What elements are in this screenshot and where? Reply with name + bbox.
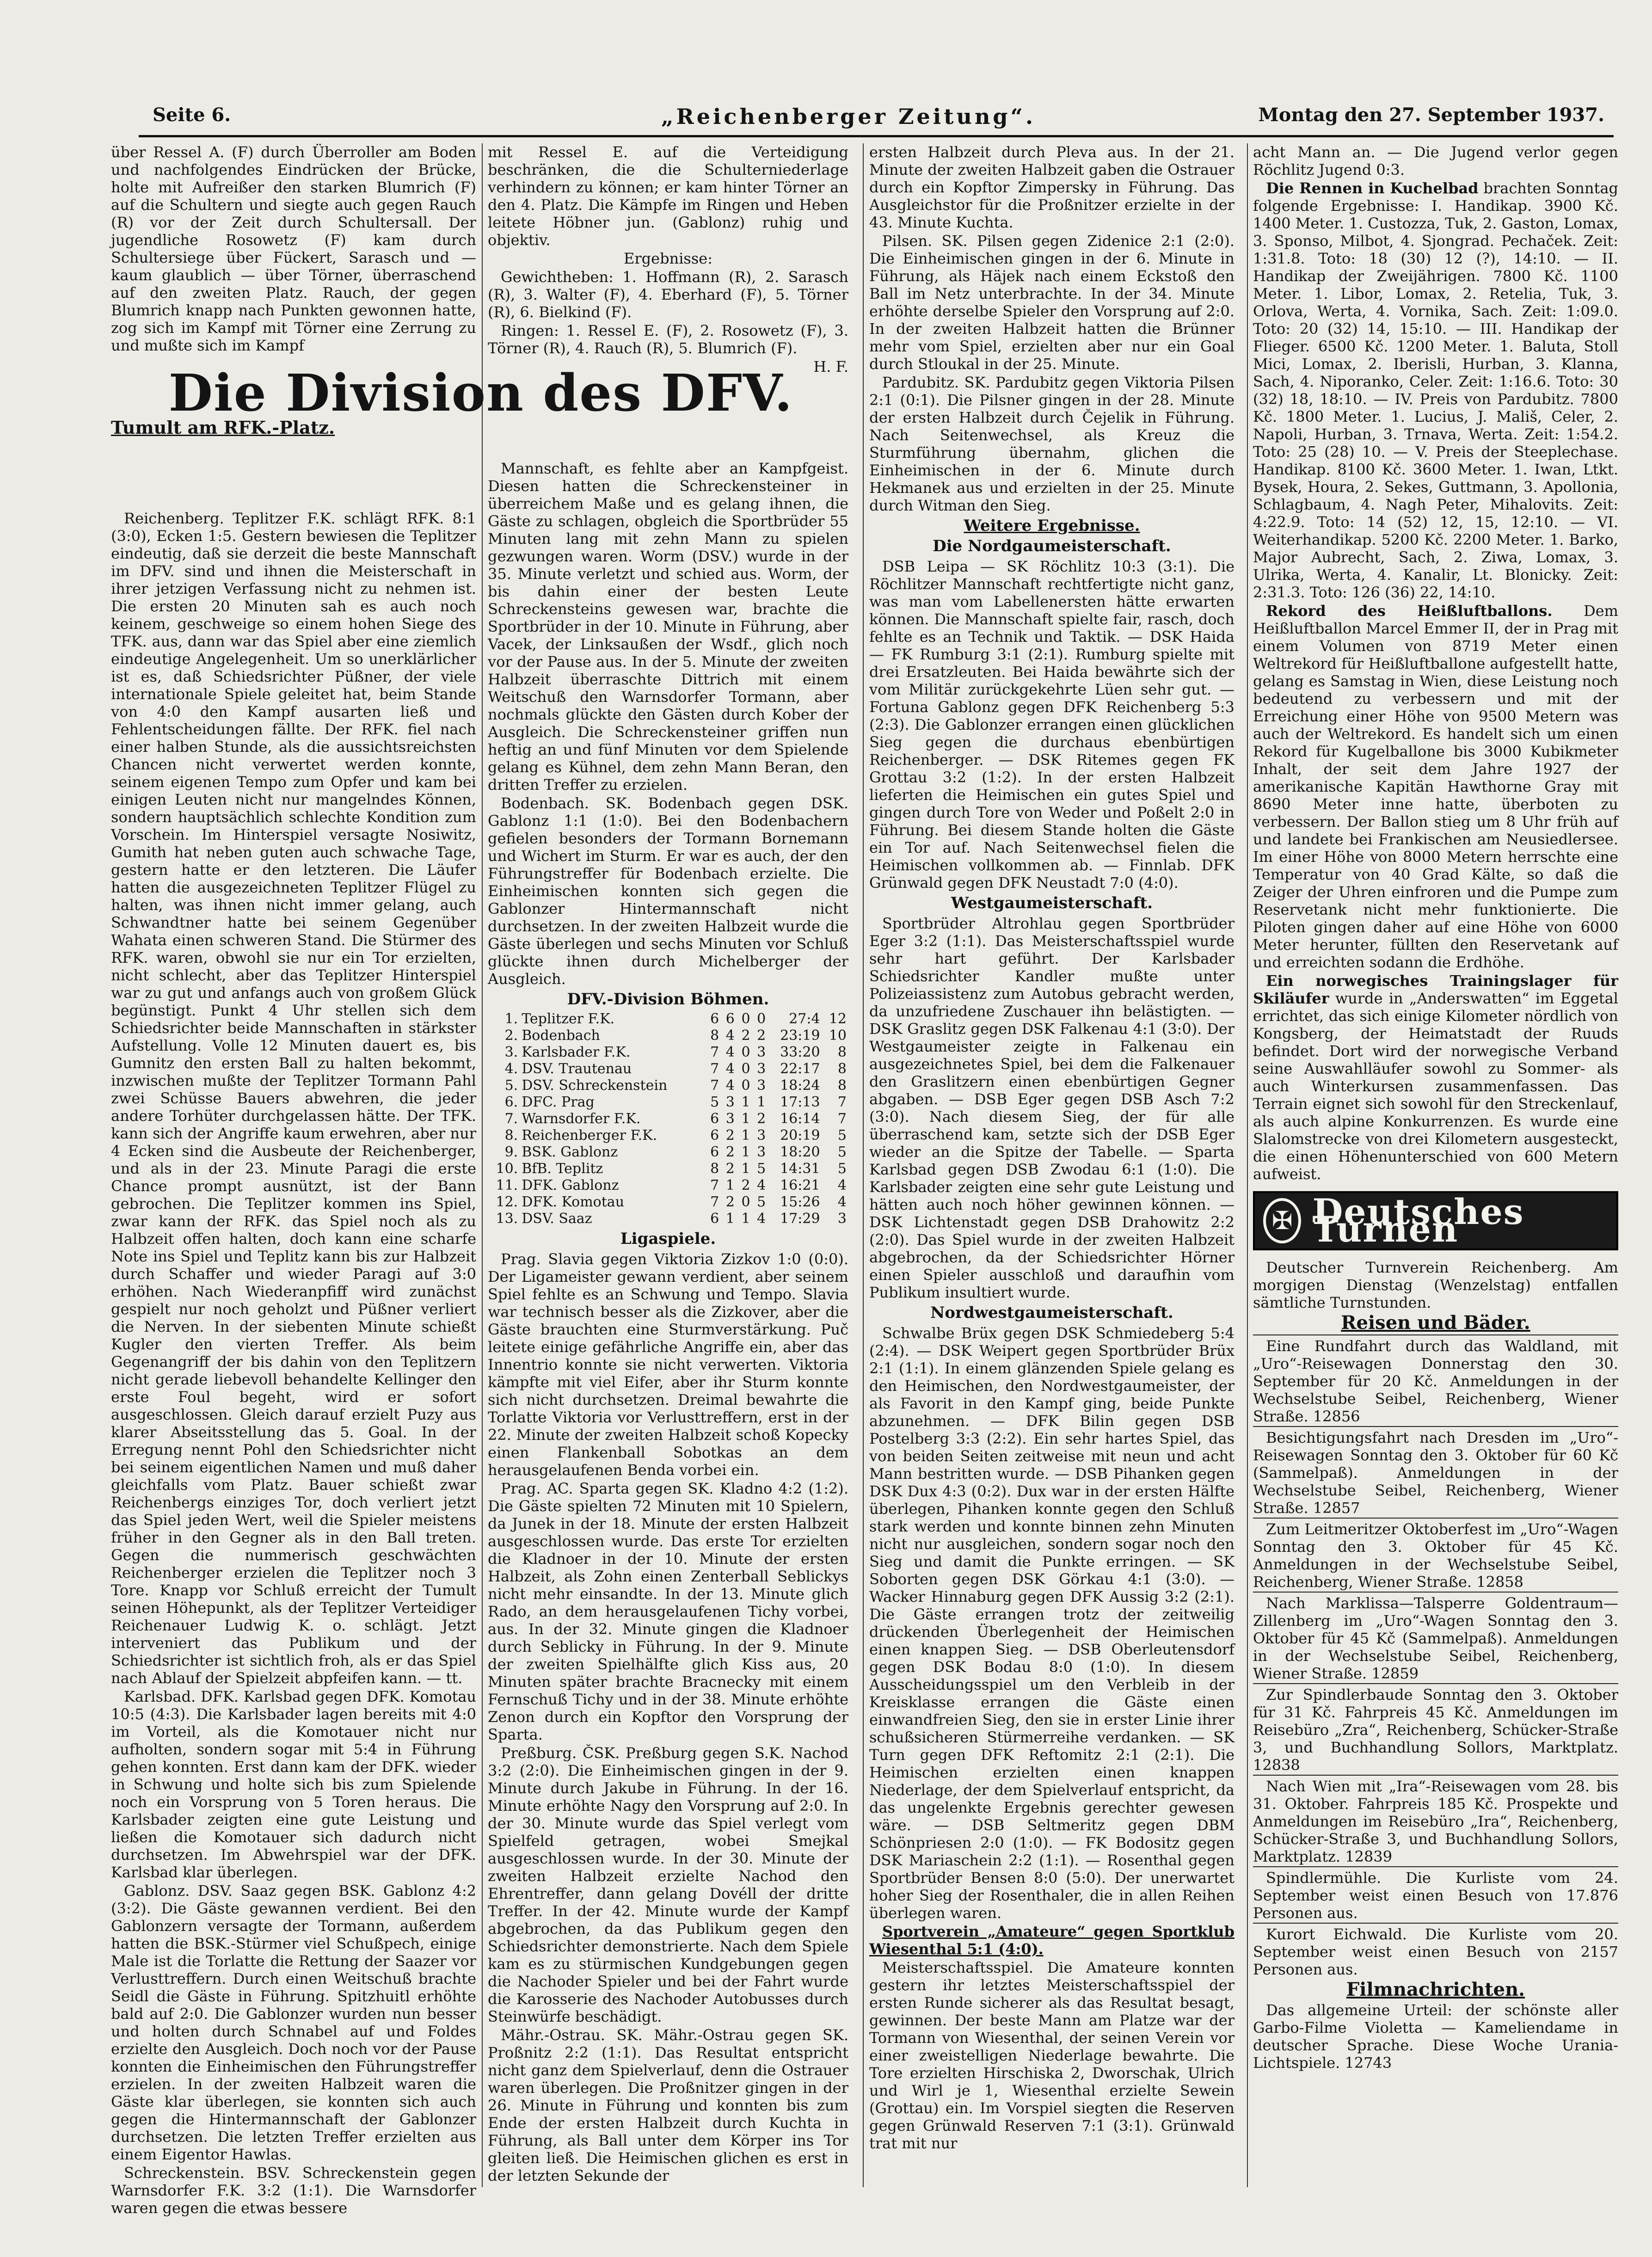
table-cell: 4 <box>725 1044 735 1060</box>
table-cell: 4 <box>837 1194 847 1210</box>
issue-date: Montag den 27. September 1937. <box>1258 104 1604 126</box>
results-signature: H. F. <box>813 358 848 375</box>
article-paragraph: Preßburg. ČSK. Preßburg gegen S.K. Nachod 3:2 (2:0). Die Einheimischen gingen in der 9. Minute durch Jakube in Führung. In der 16. Minute erhöhte Nagy den Vorsprung auf 2:0. In der 30. Minute wurde das Spiel verlegt vom Spielfeld getragen, wobei Smejkal ausgeschlossen wurde. In der 30. Minute der zweiten Halbzeit erzielte Nachod den Ehrentreffer, dann gelang Dovéll der dritte Treffer. In der 42. Minute wurde der Kampf abgebrochen, da das Publikum gegen den Schiedsrichter demonstrierte. Nach dem Spiele kam es zu stürmischen Kundgebungen gegen die Nachoder Spieler und bei der Fahrt wurde die Karosserie des Nachoder Autobusses durch Steinwürfe beschädigt. <box>488 1744 848 2025</box>
table-cell: 1 <box>741 1161 750 1177</box>
table-cell: Karlsbader F.K. <box>522 1044 631 1060</box>
travel-notice: Besichtigungsfahrt nach Dresden im „Uro“-Reisewagen Sonntag den 3. Oktober für 60 Kč (Sammelpaß). Anmeldungen in der Wechselstube Seibel, Reichenberg, Wiener Straße. 12857 <box>1253 1426 1618 1517</box>
table-cell: 5 <box>757 1161 766 1177</box>
article-paragraph: Mähr.-Ostrau. SK. Mähr.-Ostrau gegen SK. Proßnitz 2:2 (1:1). Das Resultat entspricht nicht ganz dem Spielverlauf, denn die Ostrauer waren überlegen. Die Proßnitzer gingen in der 26. Minute in Führung und konnten bis zum Ende der ersten Halbzeit durch Kuchta in Führung, als Ball unter dem Körper ins Tor gleiten ließ. Die Heimischen glichen es erst in der letzten Sekunde der <box>488 2026 848 2184</box>
article-paragraph: Schreckenstein. BSV. Schreckenstein gegen Warnsdorfer F.K. 3:2 (1:1). Die Warnsdorfer waren gegen die etwas bessere <box>111 2164 476 2217</box>
table-cell: 12 <box>829 1011 847 1027</box>
table-cell: 1 <box>725 1177 735 1193</box>
table-cell: 3 <box>725 1094 735 1110</box>
table-title: DFV.-Division Böhmen. <box>567 990 769 1009</box>
table-cell: 8 <box>837 1061 847 1077</box>
continued-text: mit Ressel E. auf die Verteidigung beschränken, die die Schulterniederlage verhindern zu können; er kam hinter Törner an den 4. Platz. Die Kämpfe im Ringen und Heben leitete Höbner jun. (Gablonz) ruhig und objektiv. <box>488 143 848 249</box>
table-cell: 7 <box>710 1061 719 1077</box>
table-cell: 8 <box>837 1044 847 1060</box>
table-cell: 0 <box>741 1061 750 1077</box>
table-cell: 1. <box>504 1011 518 1027</box>
table-row <box>488 1161 848 1177</box>
table-cell: 2 <box>757 1027 766 1044</box>
table-cell: 18:20 <box>780 1144 820 1160</box>
table-cell: 3. <box>504 1044 518 1060</box>
table-cell: 3 <box>757 1144 766 1160</box>
table-cell: 5 <box>837 1161 847 1177</box>
column-divider <box>482 143 483 2187</box>
table-cell: 6 <box>725 1011 735 1027</box>
table-cell: BfB. Teplitz <box>522 1161 603 1177</box>
table-cell: 0 <box>757 1011 766 1027</box>
travel-notice: Nach Marklissa—Talsperre Goldentraum—Zillenberg im „Uro“-Wagen Sonntag den 3. Oktober für 45 Kč (Sammelpaß). Anmeldungen in der Wechselstube Seibel, Reichenberg, Wiener Straße. 12859 <box>1253 1592 1618 1682</box>
turner-cross-icon: ✠ <box>1263 1198 1301 1243</box>
table-row <box>488 1077 848 1094</box>
table-cell: 22:17 <box>780 1061 820 1077</box>
table-cell: 3 <box>757 1061 766 1077</box>
race-heading: Die Rennen in Kuchelbad <box>1266 179 1479 197</box>
table-cell: DSV. Schreckenstein <box>522 1077 668 1094</box>
table-cell: 6 <box>710 1127 719 1144</box>
article-paragraph: Prag. AC. Sparta gegen SK. Kladno 4:2 (1:2). Die Gäste spielten 72 Minuten mit 10 Spielern, da Junek in der 18. Minute der ersten Halbzeit ausgeschlossen wurde. Das erste Tor erzielten die Kladnoer in der 10. Minute der ersten Halbzeit, als Zohn einen Zenterball Seblickys nicht mehr einsandte. In der 13. Minute glich Rado, an dem herausgelaufenen Tichy vorbei, aus. In der 32. Minute gingen die Kladnoer durch Seblicky in Führung. In der 9. Minute der zweiten Spielhälfte glich Kiss aus, 20 Minuten später brachte Bracnecky mit einem Fernschuß Tichy und in der 38. Minute erhöhte Zenon durch ein Kopftor den Vorsprung der Sparta. <box>488 1480 848 1743</box>
table-cell: 3 <box>725 1111 735 1127</box>
table-row <box>488 1177 848 1194</box>
table-cell: DSV. Saaz <box>522 1211 592 1227</box>
article-paragraph: Pardubitz. SK. Pardubitz gegen Viktoria Pilsen 2:1 (0:1). Die Pilsner gingen in der 28. Minute der ersten Halbzeit durch Čejelik in Führung. Nach Seitenwechsel, als Kreuz die Sturmführung übernahm, glichen die Einheimischen in der 6. Minute durch Hekmanek aus und erzielten in der 25. Minute durch Witman den Sieg. <box>869 374 1234 514</box>
table-cell: 10 <box>829 1027 847 1044</box>
table-cell: 6 <box>710 1211 719 1227</box>
table-cell: 0 <box>741 1077 750 1094</box>
table-cell: 1 <box>741 1094 750 1110</box>
section-banner <box>1253 1191 1618 1250</box>
table-cell: 5 <box>837 1127 847 1144</box>
table-cell: 3 <box>757 1077 766 1094</box>
table-row <box>488 1011 848 1027</box>
results-weightlifting: Gewichtheben: 1. Hoffmann (R), 2. Sarasch (R), 3. Walter (F), 4. Eberhard (F), 5. Törner (R), 6. Bielkind (F). <box>488 268 848 321</box>
table-cell: 8 <box>710 1027 719 1044</box>
subsection-heading: Nordwestgaumeisterschaft. <box>930 1304 1173 1322</box>
table-row <box>488 1094 848 1111</box>
league-table <box>488 1011 848 1227</box>
table-cell: 7 <box>837 1094 847 1110</box>
table-cell: 7 <box>710 1044 719 1060</box>
article-paragraph: Gablonz. DSV. Saaz gegen BSK. Gablonz 4:2 (3:2). Die Gäste gewannen verdient. Bei den Gablonzern versagte der Tormann, außerdem hatten die BSK.-Stürmer viel Schußpech, einige Male ist die Torlatte die Rettung der Saazer vor Verlusttreffern. Durch einen Weitschuß brachte Seidl die Gäste in Führung. Spitzhuitl erhöhte bald auf 2:0. Die Gablonzer wurden nun besser und holten durch Schnabel auf und Foldes erzielte den Ausgleich. Doch noch vor der Pause konnten die Einheimischen den Führungstreffer erzielen. In der zweiten Halbzeit waren die Gäste klar überlegen, sie konnten sich auch gegen die Hintermannschaft der Gablonzer durchsetzen. Die letzten Treffer erzielten aus einem Eigentor Hawlas. <box>111 1882 476 2163</box>
table-cell: 2 <box>725 1161 735 1177</box>
table-row <box>488 1194 848 1211</box>
table-row <box>488 1027 848 1044</box>
table-cell: 11. <box>496 1177 518 1193</box>
page-header <box>153 104 1604 132</box>
table-row <box>488 1211 848 1227</box>
column-divider <box>863 143 864 2187</box>
section-heading: Reisen und Bäder. <box>1341 1312 1530 1334</box>
table-cell: Bodenbach <box>522 1027 600 1044</box>
table-row <box>488 1111 848 1127</box>
table-cell: BSK. Gablonz <box>522 1144 618 1160</box>
table-cell: 2. <box>504 1027 518 1044</box>
section-heading: Filmnachrichten. <box>1346 1979 1525 2000</box>
table-cell: 13. <box>496 1211 518 1227</box>
table-cell: DFK. Komotau <box>522 1194 625 1210</box>
table-cell: 6 <box>710 1144 719 1160</box>
table-cell: DFC. Prag <box>522 1094 595 1110</box>
table-cell: 16:14 <box>780 1111 820 1127</box>
continued-text: acht Mann an. — Die Jugend verlor gegen Röchlitz Jugend 0:3. <box>1253 143 1618 178</box>
table-cell: 0 <box>741 1194 750 1210</box>
spa-notice: Spindlermühle. Die Kurliste vom 24. September weist einen Besuch von 17.876 Personen aus. <box>1253 1866 1618 1922</box>
table-cell: 3 <box>757 1044 766 1060</box>
ski-text: wurde in „Anderswatten“ im Eggetal errichtet, das sich einige Kilometer nördlich von Kongsberg, der Heimatstadt der Ruuds befindet. Dort wird der norwegische Verband seine Auswahlläufer sowohl zu Sommer- als auch Winterkursen zusammenfassen. Das Terrain eignet sich sowohl für den Streckenlauf, als auch alpine Konkurrenzen. Es wurde eine Slalomstrecke von drei Kilometern ausgesteckt, die einen Höhenunterschied von 600 Metern aufweist. <box>1253 990 1619 1183</box>
article-paragraph: Reichenberg. Teplitzer F.K. schlägt RFK. 8:1 (3:0), Ecken 1:5. Gestern bewiesen die Teplitzer eindeutig, daß sie derzeit die beste Mannschaft im DFV. sind und ihnen die Meisterschaft in ihrer jetzigen Verfassung nicht zu nehmen ist. Die ersten 20 Minuten sah es auch noch keinem, geschweige so einem hohen Siege des TFK. aus, dann war das Spiel aber eine ziemlich eindeutige Angelegenheit. Um so unerklärlicher ist es, daß Schiedsrichter Püßner, der viele internationale Spiele geleitet hat, beim Stande von 4:0 den Kampf ausarten ließ und Fehlentscheidungen fällte. Der RFK. fiel nach einer halben Stunde, als die aussichtsreichsten Chancen nicht verwertet werden konnte, seinem eigenen Tempo zum Opfer und kam bei einigen Leuten nicht nur mangelndes Können, sondern hauptsächlich schlechte Kondition zum Vorschein. Im Hinterspiel versagte Nosiwitz, Gumith hat neben guten auch schwache Tage, gestern hatte er den letzteren. Die Läufer hatten die ausgezeichneten Teplitzer Flügel zu halten, was ihnen nicht immer gelang, auch Schwandtner hatte bei seinem Gegenüber Wahata einen schweren Stand. Die Stürmer des RFK. waren, obwohl sie nur ein Tor erzielten, nicht schlecht, aber das Teplitzer Hinterspiel war zu gut und anfangs auch von großem Glück begünstigt. Punkt 4 Uhr stellen sich dem Schiedsrichter beide Mannschaften in stärkster Aufstellung. Volle 12 Minuten dauert es, bis Gumnitz den ersten Ball zu halten bekommt, inzwischen mußte der Teplitzer Tormann Pahl zwei Schüsse Bauers abwehren, die jeder andere Torhüter durchgelassen hätte. Der TFK. kann sich der Angriffe kaum erwehren, aber nur 4 Ecken sind die Ausbeute der Reichenberger, und als in der 23. Minute Paragi die erste Chance prompt ausnützt, ist der Bann gebrochen. Die Teplitzer kommen ins Spiel, zwar kann der RFK. das Spiel noch als zu Halbzeit offen halten, doch kann eine scharfe Note ins Spiel und Teplitz kann bis zur Halbzeit durch Schaffer und wieder Paragi auf 3:0 erhöhen. Nach Wiederanpfiff wird zunächst gespielt nur noch geholzt und Püßner verliert die Nerven. In der siebenten Minute schießt Kugler den vierten Treffer. Als beim Gegenangriff der bis dahin von den Teplitzern nicht gerade liebevoll behandelte Kellinger den erste Foul begeht, wird er sofort ausgeschlossen. Gleich darauf erzielt Puzy aus klarer Abseitsstellung das 5. Goal. In der Erregung nennt Pohl den Schiedsrichter nicht bei seinem eigentlichen Namen und muß daher gleichfalls vom Platz. Bauer schießt zwar Reichenbergs einziges Tor, doch verliert jetzt das Spiel jeden Wert, weil die Spieler meistens früher in den Gegner als in den Ball treten. Gegen die nummerisch geschwächten Reichenberger erzielen die Teplitzer noch 3 Tore. Knapp vor Schluß erreicht der Tumult seinen Höhepunkt, als der Teplitzer Verteidiger Reichenauer Ludwig K. o. schlägt. Jetzt interveniert das Publikum und der Schiedsrichter ist sichtlich froh, als er das Spiel nach Ablauf der Spielzeit abpfeifen kann. — tt. <box>111 510 476 1687</box>
table-cell: 14:31 <box>780 1161 820 1177</box>
article-paragraph: Mannschaft, es fehlte aber an Kampfgeist. Diesen hatten die Schreckensteiner in überreichem Maße und es gelang ihnen, die Gäste zu schlagen, obgleich die Sportbrüder 55 Minuten lang mit zehn Mann zu spielen gezwungen waren. Worm (DSV.) wurde in der 35. Minute verletzt und schied aus. Worm, der bis dahin einer der besten Leute Schreckensteins gewesen war, brachte die Sportbrüder in der 10. Minute in Führung, aber Vacek, der Linksaußen der Wsdf., glich noch vor der Pause aus. In der 5. Minute der zweiten Halbzeit überraschte Dittrich mit einem Weitschuß den Warnsdorfer Tormann, aber nochmals glückte den Gästen durch Kober der Ausgleich. Die Schreckensteiner griffen nun heftig an und fünf Minuten vor dem Spielende gelang es Kühnel, dem zehn Mann Beran, den dritten Treffer zu erzielen. <box>488 460 848 793</box>
table-cell: 7 <box>710 1194 719 1210</box>
table-cell: 23:19 <box>780 1027 820 1044</box>
table-cell: Warnsdorfer F.K. <box>522 1111 641 1127</box>
table-cell: 15:26 <box>780 1194 820 1210</box>
table-cell: 27:4 <box>789 1011 820 1027</box>
table-cell: 4 <box>757 1211 766 1227</box>
article-paragraph: ersten Halbzeit durch Pleva aus. In der 21. Minute der zweiten Halbzeit gaben die Ostrauer durch ein Kopftor Zimpersky in Führung. Das Ausgleichstor für die Proßnitzer erzielte in der 43. Minute Kuchta. <box>869 143 1234 231</box>
column-divider <box>1247 143 1248 2187</box>
table-cell: DSV. Trautenau <box>522 1061 632 1077</box>
film-notice: Das allgemeine Urteil: der schönste aller Garbo-Filme Violetta — Kameliendame in deutscher Sprache. Diese Woche Urania-Lichtspiele. 12743 <box>1253 2001 1618 2072</box>
article-paragraph: Bodenbach. SK. Bodenbach gegen DSK. Gablonz 1:1 (1:0). Bei den Bodenbachern gefielen besonders der Tormann Bornemann und Wichert im Sturm. Er war es auch, der den Führungstreffer für Bodenbach erzielte. Die Einheimischen konnten sich gegen die Gablonzer Hintermannschaft nicht durchsetzen. In der zweiten Halbzeit wurde die Gäste überlegen und sechs Minuten vor Schluß glückte ihnen durch Michelberger der Ausgleich. <box>488 794 848 988</box>
subsection-heading: Sportverein „Amateure“ gegen Sportklub Wiesenthal 5:1 (4:0). <box>869 1923 1234 1958</box>
table-cell: 1 <box>741 1111 750 1127</box>
spa-notice: Kurort Eichwald. Die Kurliste vom 20. September weist einen Besuch von 2157 Personen aus. <box>1253 1923 1618 1978</box>
travel-notice: Eine Rundfahrt durch das Waldland, mit „Uro“-Reisewagen Donnerstag den 30. September für 20 Kč. Anmeldungen in der Wechselstube Seibel, Reichenberg, Wiener Straße. 12856 <box>1253 1335 1618 1425</box>
travel-notice: Zum Leitmeritzer Oktoberfest im „Uro“-Wagen Sonntag den 3. Oktober für 45 Kč. Anmeldungen in der Wechselstube Seibel, Reichenberg, Wiener Straße. 12858 <box>1253 1518 1618 1591</box>
column-4 <box>1253 143 1618 2178</box>
table-cell: 4 <box>837 1177 847 1193</box>
ski-heading: Ein norwegisches Trainingslager für Skiläufer <box>1253 972 1618 1007</box>
page-number: Seite 6. <box>153 104 231 126</box>
article-headline: Die Division des DFV. <box>168 363 793 423</box>
race-results: brachten Sonntag folgende Ergebnisse: I. Handikap. 3900 Kč. 1400 Meter. 1. Custozza, Tuk, 2. Gaston, Lomax, 3. Sponso, Milbot, 4. Sjongrad. Pechaček. Zeit: 1:31.8. Toto: 18 (30) 12 (?), 14:10. — II. Handikap der Zweijährigen. 7800 Kč. 1100 Meter. 1. Libor, Lomax, 2. Retelia, Tuk, 3. Orlova, Werta, 4. Vornika, Sach. Zeit: 1:09.0. Toto: 20 (32) 14, 15:10. — III. Handikap der Flieger. 6500 Kč. 1200 Meter. 1. Baluta, Stoll Mici, Lomax, 2. Iberisli, Hurban, 3. Klanna, Sach, 4. Niporanko, Celer. Zeit: 1:16.6. Toto: 30 (32) 18, 18:10. — IV. Preis von Pardubitz. 7800 Kč. 1800 Meter. 1. Lucius, J. Mališ, Celer, 2. Napoli, Hurban, 3. Trnava, Werta. Zeit: 1:54.2. Toto: 25 (28) 10. — V. Preis der Steeplechase. Handikap. 8100 Kč. 3600 Meter. 1. Iwan, Ltkt. Bysek, Houra, 2. Sekes, Guttmann, 3. Apollonia, Schlagbaum, 4. Nagh Peter, Mihalovits. Zeit: 4:22.9. Toto: 14 (52) 12, 15, 12:10. — VI. Weiterhandikap. 5200 Kč. 2200 Meter. 1. Barko, Major Aubrecht, Sach, 2. Ziwa, Lomax, 3. Ulrika, Werta, 4. Kanalir, Lt. Blonicky. Zeit: 2:31.3. Toto: 126 (36) 22, 14:10. <box>1253 179 1619 601</box>
banner-title: Deutsches Turnen <box>1312 1191 1524 1250</box>
table-cell: 7. <box>504 1111 518 1127</box>
article-kicker: Tumult am RFK.-Platz. <box>111 417 335 438</box>
table-cell: 2 <box>757 1111 766 1127</box>
table-cell: 2 <box>741 1027 750 1044</box>
table-cell: 1 <box>757 1094 766 1110</box>
table-cell: 8 <box>710 1161 719 1177</box>
article-paragraph: Meisterschaftsspiel. Die Amateure konnten gestern ihr letztes Meisterschaftsspiel der ersten Runde sicherer als das Resultat besagt, gewinnen. Der beste Mann am Platze war der Tormann von Wiesenthal, der seinen Verein vor einer zweistelligen Niederlage bewahrte. Die Tore erzielten Hirschiska 2, Dworschak, Ulrich und Wirl je 1, Wiesenthal erzielte Sewein (Grottau) ein. Im Vorspiel siegten die Reserven gegen Grünwald Reserven 7:1 (3:1). Grünwald trat mit nur <box>869 1959 1234 2152</box>
results-title: Ergebnisse: <box>624 250 712 267</box>
masthead-title: „Reichenberger Zeitung“. <box>661 104 1036 129</box>
table-cell: Teplitzer F.K. <box>522 1011 615 1027</box>
table-cell: 0 <box>741 1044 750 1060</box>
table-cell: 0 <box>741 1011 750 1027</box>
table-cell: 3 <box>757 1127 766 1144</box>
balloon-text: Dem Heißluftballon Marcel Emmer II, der in Prag mit einem Volumen von 8719 Meter einen Weltrekord für Heißluftballone aufgestellt hatte, gelang es Samstag in Wien, diese Leistung noch bedeutend zu verbessern und mit der Erreichung einer Höhe von 9500 Metern was auch der Weltrekord. Es handelt sich um einen Rekord für Kugelballone bis 3000 Kubikmeter Inhalt, der seit dem Jahre 1927 der amerikanische Kapitän Hawthorne Gray mit 8690 Meter inne hatte, überboten zu verbessern. Der Ballon stieg um 8 Uhr früh auf und landete bei Frankischen am Neusiedlersee. Im einer Höhe von 8000 Metern herrschte eine Temperatur von 40 Grad Kälte, so daß die Zeiger der Uhren einfroren und die Pumpe zum Reservetank nicht mehr funktionierte. Die Piloten gingen daher auf eine Höhe von 6000 Meter herunter, füllten den Reservetank auf und erreichten sodann die Erdhöhe. <box>1253 602 1618 971</box>
table-cell: 7 <box>837 1111 847 1127</box>
table-cell: 20:19 <box>780 1127 820 1144</box>
table-cell: 6. <box>504 1094 518 1110</box>
table-cell: 17:13 <box>780 1094 820 1110</box>
table-cell: 1 <box>741 1211 750 1227</box>
table-cell: 5. <box>504 1077 518 1094</box>
table-cell: 9. <box>504 1144 518 1160</box>
table-row <box>488 1061 848 1077</box>
table-cell: 5 <box>837 1144 847 1160</box>
table-cell: DFK. Gablonz <box>522 1177 619 1193</box>
section-heading: Ligaspiele. <box>620 1230 716 1248</box>
balloon-heading: Rekord des Heißluftballons. <box>1266 602 1553 620</box>
table-row <box>488 1044 848 1061</box>
travel-notice: Zur Spindlerbaude Sonntag den 3. Oktober für 31 Kč. Fahrpreis 45 Kč. Anmeldungen im Reisebüro „Zra“, Reichenberg, Schücker-Straße 3, und Buchhandlung Sollors, Marktplatz. 12838 <box>1253 1683 1618 1774</box>
article-paragraph: Sportbrüder Altrohlau gegen Sportbrüder Eger 3:2 (1:1). Das Meisterschaftsspiel wurde sehr hart geführt. Der Karlsbader Schiedsrichter Kandler mußte unter Polizeiassistenz zum Autobus gebracht werden, da unzufriedene Zuschauer ihn belästigten. — DSK Graslitz gegen DSK Falkenau 4:1 (3:0). Der Westgaumeister zeigte in Falkenau ein ausgezeichnetes Spiel, bei dem die Falkenauer den Graslitzern einen ebenbürtigen Gegner abgaben. — DSB Eger gegen DSB Asch 7:2 (3:0). Nach diesem Sieg, der für alle überraschend kam, setzte sich der DSB Eger wieder an die Spitze der Tabelle. — Sparta Karlsbad gegen DSB Zwodau 6:1 (1:0). Die Karlsbader zeigten eine sehr gute Leistung und hätten auch noch höher gewinnen können. — DSK Lichtenstadt gegen DSB Drahowitz 2:2 (2:0). Das Spiel wurde in der zweiten Halbzeit abgebrochen, da der Schiedsrichter Hörner einen Spieler ausschloß und daraufhin vom Publikum insultiert wurde. <box>869 915 1234 1301</box>
table-cell: 5 <box>757 1194 766 1210</box>
subsection-heading: Die Nordgaumeisterschaft. <box>933 537 1171 555</box>
column-2 <box>488 143 848 2184</box>
table-cell: 6 <box>710 1111 719 1127</box>
table-cell: 17:29 <box>780 1211 820 1227</box>
table-cell: 5 <box>710 1094 719 1110</box>
results-wrestling: Ringen: 1. Ressel E. (F), 2. Rosowetz (F), 3. Törner (R), 4. Rauch (R), 5. Blumrich (F). <box>488 322 848 357</box>
header-rule <box>139 135 1614 137</box>
table-cell: 1 <box>725 1211 735 1227</box>
table-cell: 2 <box>725 1144 735 1160</box>
table-cell: 4 <box>725 1077 735 1094</box>
table-cell: 7 <box>710 1077 719 1094</box>
table-cell: 4. <box>504 1061 518 1077</box>
table-cell: 6 <box>710 1011 719 1027</box>
section-heading: Weitere Ergebnisse. <box>964 517 1140 535</box>
table-cell: 8. <box>504 1127 518 1144</box>
table-cell: 16:21 <box>780 1177 820 1193</box>
article-paragraph: Pilsen. SK. Pilsen gegen Zidenice 2:1 (2:0). Die Einheimischen gingen in der 6. Minute in Führung, als Häjek nach einem Eckstoß den Ball im Netz unterbrachte. In der 34. Minute erhöhte derselbe Spieler den Vorsprung auf 2:0. In der zweiten Halbzeit hatten die Brünner mehr vom Spiel, erzielten aber nur ein Goal durch Stloukal in der 25. Minute. <box>869 232 1234 373</box>
table-row <box>488 1127 848 1144</box>
table-cell: 12. <box>496 1194 518 1210</box>
article-paragraph: Schwalbe Brüx gegen DSK Schmiedeberg 5:4 (2:4). — DSK Weipert gegen Sportbrüder Brüx 2:1 (1:1). In einem glänzenden Spiele gelang es den Heimischen, den Nordwestgaumeister, der als Favorit in den Kampf ging, beide Punkte abzunehmen. — DFK Bilin gegen DSB Postelberg 3:3 (2:2). Ein sehr hartes Spiel, das von beiden Seiten zeitweise mit neun und acht Mann bestritten wurde. — DSB Pihanken gegen DSK Dux 4:3 (0:2). Dux war in der ersten Hälfte überlegen, Pihanken konnte gegen den Schluß stark werden und konnte binnen zehn Minuten nicht nur ausgleichen, sondern sogar noch den Sieg und damit die Punkte erringen. — SK Soborten gegen DSK Görkau 4:1 (3:0). — Wacker Hinnaburg gegen DFK Aussig 3:2 (2:1). Die Gäste errangen trotz der zeitweilig drückenden Überlegenheit der Heimischen einen knappen Sieg. — DSB Oberleutensdorf gegen DSK Bodau 8:0 (1:0). In diesem Ausscheidungsspiel um den Verbleib in der Kreisklasse errangen die Gäste einen einwandfreien Sieg, den sie in erster Linie ihrer schußsicheren Stürmerreihe verdanken. — SK Turn gegen DFK Reftomitz 2:1 (2:1). Die Heimischen erzielten einen knappen Niederlage, der dem Spielverlauf entspricht, da das ungelenkte Ergebnis gerechter gewesen wäre. — DSB Seltmeritz gegen DBM Schönpriesen 2:0 (1:0). — FK Bodositz gegen DSK Mariaschein 2:2 (1:1). — Rosenthal gegen Sportbrüder Bensen 8:0 (5:0). Der unerwartet hoher Sieg der Rosenthaler, die in allen Reihen überlegen waren. <box>869 1324 1234 1922</box>
continued-text: über Ressel A. (F) durch Überroller am Boden und nachfolgendes Eindrücken der Brücke, holte mit Aufreißer den starken Blumrich (F) auf die Schultern und siegte auch gegen Rauch (R) vor der Zeit durch Schultersall. Der jugendliche Rosowetz (F) kam durch Schultersiege über Fückert, Sarasch und — kaum glaublich — über Törner, überraschend auf den zweiten Platz. Rauch, der gegen Blumrich knapp nach Punkten gewonnen hatte, zog sich im Kampf mit Törner eine Zerrung zu und mußte sich im Kampf <box>111 143 476 354</box>
table-cell: 4 <box>725 1061 735 1077</box>
table-cell: 18:24 <box>780 1077 820 1094</box>
subsection-heading: Westgaumeisterschaft. <box>951 894 1153 912</box>
table-cell: 4 <box>757 1177 766 1193</box>
table-cell: 2 <box>741 1177 750 1193</box>
table-cell: 1 <box>741 1144 750 1160</box>
table-cell: 8 <box>837 1077 847 1094</box>
travel-notice: Nach Wien mit „Ira“-Reisewagen vom 28. bis 31. Oktober. Fahrpreis 185 Kč. Prospekte und Anmeldungen im Reisebüro „Ira“, Reichenberg, Schücker-Straße 3, und Buchhandlung Sollors, Marktplatz. 12839 <box>1253 1775 1618 1865</box>
column-3 <box>869 143 1234 2178</box>
article-paragraph: Karlsbad. DFK. Karlsbad gegen DFK. Komotau 10:5 (4:3). Die Karlsbader lagen bereits mit 4:0 im Vorteil, als die Komotauer nicht nur aufholten, sondern sogar mit 5:4 in Führung gehen konnten. Erst dann kam der DFK. wieder in Schwung und holte sich bis zum Spielende noch ein Vorsprung von 5 Toren heraus. Die Karlsbader zeigten eine gute Leistung und ließen die Komotauer sich dadurch nicht durchsetzen. Im Abwehrspiel war der DFK. Karlsbad klar überlegen. <box>111 1688 476 1881</box>
table-cell: 3 <box>837 1211 847 1227</box>
table-cell: 7 <box>710 1177 719 1193</box>
table-cell: 1 <box>741 1127 750 1144</box>
table-cell: 2 <box>725 1194 735 1210</box>
article-paragraph: Prag. Slavia gegen Viktoria Zizkov 1:0 (0:0). Der Ligameister gewann verdient, aber seinem Spiel fehlte es an Schwung und Tempo. Slavia war technisch besser als die Zizkover, aber die Gäste brauchten eine Sturmverstärkung. Puč leitete einige gefährliche Angriffe ein, aber das Innentrio konnte sie nicht verwerten. Viktoria kämpfte mit viel Eifer, aber ihr Sturm konnte sich nicht durchsetzen. Dreimal bewahrte die Torlatte Viktoria vor Verlusttreffern, erst in der 22. Minute der zweiten Halbzeit schoß Kopecky einen Flankenball Sobotkas an dem herausgelaufenen Benda vorbei ein. <box>488 1250 848 1479</box>
table-cell: Reichenberger F.K. <box>522 1127 657 1144</box>
table-cell: 10. <box>496 1161 518 1177</box>
article-paragraph: DSB Leipa — SK Röchlitz 10:3 (3:1). Die Röchlitzer Mannschaft rechtfertigte nicht ganz, was man vom Labellenersten hätte erwarten können. Die Mannschaft spielte fair, rasch, doch fehlte es an Technik und Taktik. — DSK Haida — FK Rumburg 3:1 (2:1). Rumburg spielte mit drei Ersatzleuten. Bei Haida bewährte sich der vom Militär zurückgekehrte Lüen sehr gut. — Fortuna Gablonz gegen DFK Reichenberg 5:3 (2:3). Die Gablonzer errangen einen glücklichen Sieg gegen die durchaus ebenbürtigen Reichenberger. — DSK Ritemes gegen FK Grottau 3:2 (1:2). In der ersten Halbzeit lieferten die Heimischen ein gutes Spiel und gingen durch Tore von Weder und Poßelt 2:0 in Führung. Bei diesem Stande holten die Gäste ein Tor auf. Nach Seitenwechsel fielen die Heimischen vollkommen ab. — Finnlab. DFK Grünwald gegen DFK Neustadt 7:0 (4:0). <box>869 558 1234 892</box>
table-cell: 33:20 <box>780 1044 820 1060</box>
table-cell: 4 <box>725 1027 735 1044</box>
table-row <box>488 1144 848 1161</box>
notice-text: Deutscher Turnverein Reichenberg. Am morgigen Dienstag (Wenzelstag) entfallen sämtliche Turnstunden. <box>1253 1259 1618 1311</box>
table-cell: 2 <box>725 1127 735 1144</box>
column-1 <box>111 143 476 2217</box>
